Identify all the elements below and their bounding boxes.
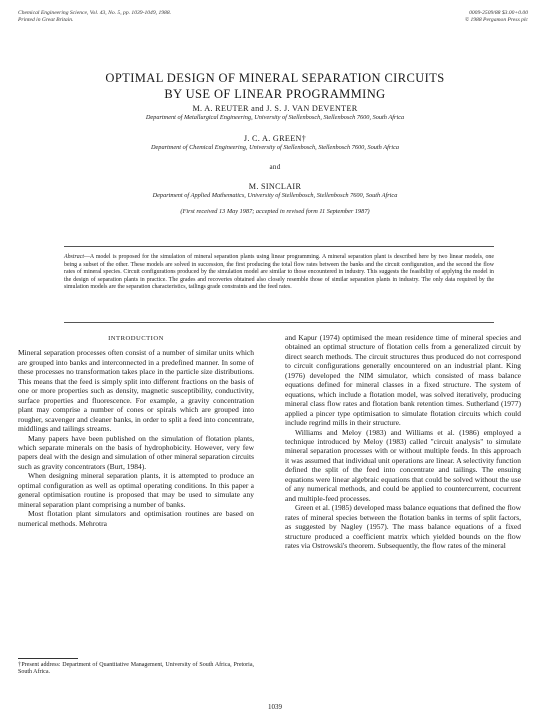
paper-title: [0, 70, 550, 102]
author-group-1: [20, 104, 530, 122]
journal-line-1: Chemical Engineering Science, Vol. 43, No. 5, pp. 1039-1049, 1988.: [18, 10, 172, 16]
abstract-rule-bottom: [64, 322, 494, 323]
footnote: †Present address: Department of Quantitative Management, University of South Africa, Pretoria, South Africa.: [18, 662, 254, 676]
author-affiliation: Department of Metallurgical Engineering, University of Stellenbosch, Stellenbosch 7600, South Africa: [145, 114, 405, 121]
paragraph: Williams and Meloy (1983) and Williams et al. (1986) employed a technique introduced by Meloy (1983) called "circuit analysis" to simulate mineral separation processes with or without multiple feeds. In this approach it was assumed that individual unit operations are linear. A selectivity function defined the split of the feed into concentrate and tailings. The ensuing equations were linear algebraic equations that could be solved without the use of any numerical methods, and could be applied to countercurrent, cocurrent and multiple-feed processes.: [285, 427, 521, 503]
author-affiliation: Department of Chemical Engineering, University of Stellenbosch, Stellenbosch 7600, South Africa: [150, 144, 400, 151]
paragraph: Mineral separation processes often consist of a number of similar units which are grouped into banks and interconnected in a predefined manner. In some of these processes no transformation takes place in the particle size distributions. This means that the feed is simply split into different fractions on the basis of one or more properties such as density, magnetic susceptibility, conductivity, surface properties and fluorescence. For example, a gravity concentration plant may comprise a number of cones or spirals which are grouped into rougher, scavenger and cleaner banks, in order to split a feed into concentrate, middlings and tailings streams.: [18, 348, 254, 434]
author-group-2: [20, 134, 530, 152]
paragraph: Green et al. (1985) developed mass balance equations that defined the flow rates of mineral species between the flotation banks in terms of split factors, as suggested by Nagley (1957). The mass balance equations of a fixed structure produced a coefficient matrix which yielded bounds on the flow rates via Ostrowski's theorem. Subsequently, the flow rates of the mineral: [285, 503, 521, 550]
column-left: [18, 334, 254, 528]
journal-citation: [18, 10, 268, 24]
title-line-2: BY USE OF LINEAR PROGRAMMING: [164, 87, 386, 101]
footnote-rule: [18, 658, 78, 659]
title-line-1: OPTIMAL DESIGN OF MINERAL SEPARATION CIRCUITS: [105, 71, 445, 85]
abstract-text: —A model is proposed for the simulation of mineral separation plants using linear programming. A mineral separation plant is described here by two linear models, one being a subset of the other. These models are solved in succession, the first producing the total flow rates between the banks and the circuit configuration, and the second the flow rates of mineral species. Circuit configurations produced by the simulation model are similar to those encountered in industry. This suggests the feasibility of applying the model in the design of separation plants in practice. The grades and recoveries obtained also closely resemble those of similar separation plants in industry. The only data required by the simulation models are the separation characteristics, tailings grade constraints and the feed rates.: [64, 254, 494, 291]
page-number: 1039: [268, 703, 282, 711]
received-dates: (First received 13 May 1987; accepted in revised form 11 September 1987): [180, 208, 370, 215]
author-names: M. A. REUTER and J. S. J. VAN DEVENTER: [192, 104, 358, 113]
abstract: [64, 254, 494, 292]
author-names: M. SINCLAIR: [248, 182, 302, 191]
paragraph: Most flotation plant simulators and optimisation routines are based on numerical methods. Mehrotra: [18, 509, 254, 528]
copyright-block: [378, 10, 528, 24]
paragraph: and Kapur (1974) optimised the mean residence time of mineral species and obtained an optimal structure of flotation cells from a generalized circuit by direct search methods. The circuit structures thus produced do not correspond to circuit configurations generally encountered on an industrial plant. King (1976) developed the NIM simulator, which consisted of mass balance equations defined for mineral classes in a fixed structure. The system of equations, which include a flotation model, was solved iteratively, producing mineral class flow rates and flotation bank retention times. Sutherland (1977) applied a pincer type optimisation to simulate flotation circuits which could include regrind mills in their structure.: [285, 333, 521, 428]
journal-line-2: Printed in Great Britain.: [18, 17, 74, 24]
abstract-label: Abstract: [64, 254, 84, 260]
author-names: J. C. A. GREEN†: [243, 134, 307, 143]
footnote-marker: †: [301, 134, 307, 143]
paragraph: When designing mineral separation plants, it is attempted to produce an optimal configuration as well as optimal operating conditions. In this paper a general optimisation routine is proposed that may be used to simulate any mineral separation plant comprising a number of banks.: [18, 471, 254, 509]
and-text: and: [269, 163, 281, 171]
author-group-3: [20, 182, 530, 200]
issn-price: 0009-2509/88 $3.00+0.00: [469, 10, 528, 16]
section-heading: INTRODUCTION: [108, 335, 164, 342]
author-conjunction: [20, 162, 530, 172]
paragraph: Many papers have been published on the simulation of flotation plants, which separate minerals on the basis of hydrophobicity. However, very few papers deal with the design and simulation of other mineral separation circuits such as gravity concentrators (Burt, 1984).: [18, 433, 254, 471]
column-right: [285, 333, 521, 550]
abstract-rule-top: [64, 246, 494, 247]
copyright-line: © 1988 Pergamon Press plc: [464, 17, 528, 24]
author-affiliation: Department of Applied Mathematics, University of Stellenbosch, Stellenbosch 7600, South Africa: [152, 192, 398, 199]
